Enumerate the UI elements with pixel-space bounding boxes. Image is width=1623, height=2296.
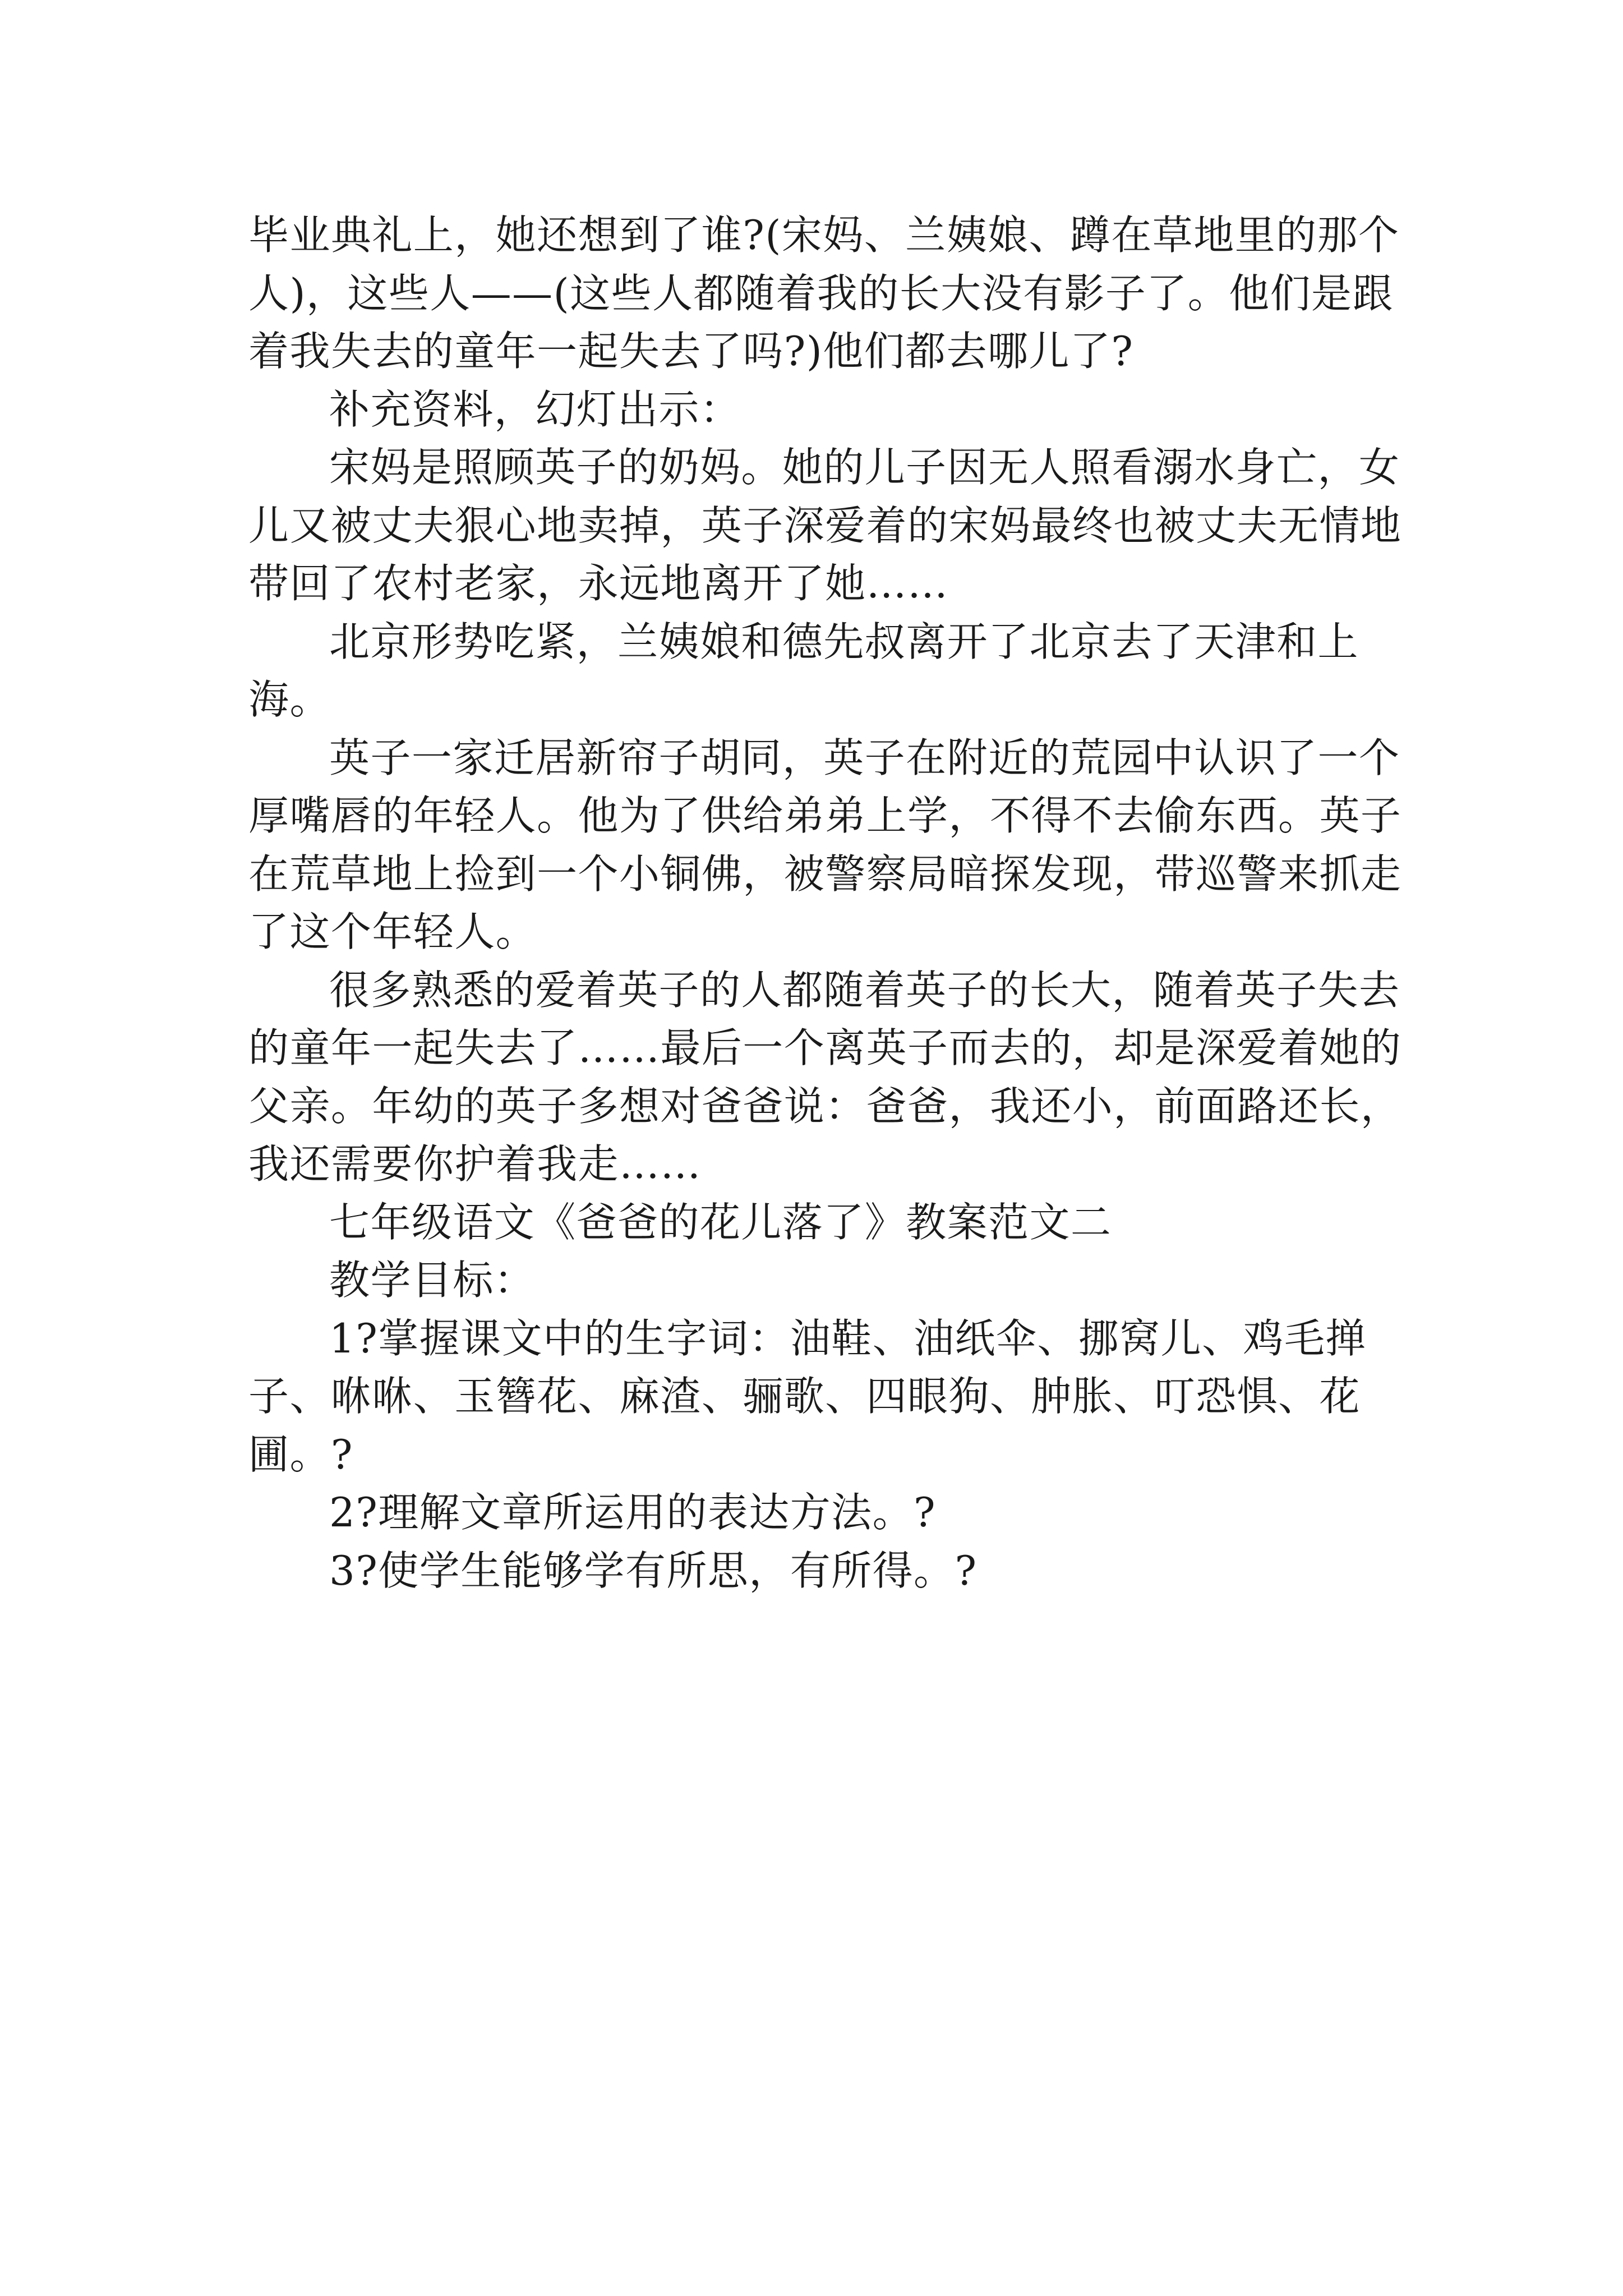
paragraph-father: 很多熟悉的爱着英子的人都随着英子的长大，随着英子失去的童年一起失去了……最后一个离英子而去的，却是深爱着她的父亲。年幼的英子多想对爸爸说：爸爸，我还小，前面路还长，我还需要你护着我走…… — [248, 966, 1402, 1188]
paragraph-young-man: 英子一家迁居新帘子胡同，英子在附近的荒园中认识了一个厚嘴唇的年轻人。他为了供给弟弟上学，不得不去偷东西。英子在荒草地上捡到一个小铜佛，被警察局暗探发现，带巡警来抓走了这个年轻人。 — [248, 734, 1402, 955]
objective-item-1: 1?掌握课文中的生字词：油鞋、油纸伞、挪窝儿、鸡毛掸子、咻咻、玉簪花、麻渣、骊歌、四眼狗、肿胀、叮恐惧、花圃。? — [248, 1314, 1367, 1478]
paragraph-supplementary-intro: 补充资料，幻灯出示： — [329, 385, 741, 433]
paragraph-song-ma: 宋妈是照顾英子的奶妈。她的儿子因无人照看溺水身亡，女儿又被丈夫狠心地卖掉，英子深爱着的宋妈最终也被丈夫无情地带回了农村老家，永远地离开了她…… — [248, 444, 1402, 607]
objective-item-2: 2?理解文章所运用的表达方法。? — [329, 1489, 937, 1536]
document-body — [248, 206, 1404, 1600]
teaching-objectives-heading: 教学目标： — [329, 1257, 536, 1304]
paragraph-graduation-question: 毕业典礼上，她还想到了谁?(宋妈、兰姨娘、蹲在草地里的那个人)，这些人——(这些人都随着我的长大没有影子了。他们是跟着我失去的童年一起失去了吗?)他们都去哪儿了? — [248, 211, 1400, 375]
paragraph-aunt-lan: 北京形势吃紧，兰姨娘和德先叔离开了北京去了天津和上海。 — [248, 618, 1359, 723]
objective-item-3: 3?使学生能够学有所思，有所得。? — [329, 1547, 978, 1594]
section-title: 七年级语文《爸爸的花儿落了》教案范文二 — [329, 1198, 1112, 1246]
